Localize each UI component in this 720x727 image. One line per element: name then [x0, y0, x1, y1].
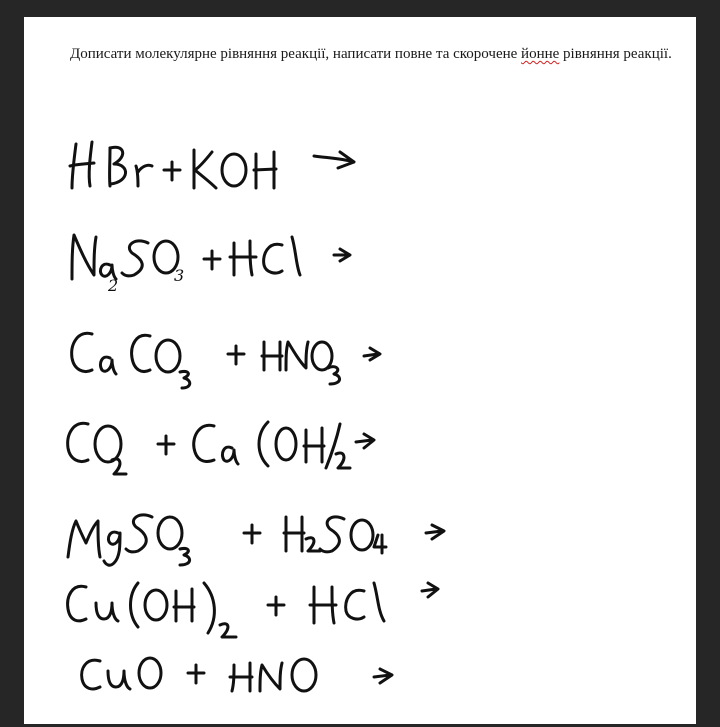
- equation-4: [24, 402, 696, 482]
- svg-text:2: 2: [108, 276, 119, 295]
- equation-6: [24, 567, 696, 647]
- equation-5: [24, 495, 696, 575]
- equation-2: [24, 215, 696, 295]
- spellcheck-flagged-word: йонне: [521, 46, 560, 62]
- document-page: [24, 17, 696, 724]
- equation-1: [24, 122, 696, 202]
- task-instruction: [70, 44, 690, 65]
- equation-3: [24, 312, 696, 392]
- instruction-text: Дописати молекулярне рівняння реакції, написати повне та скорочене: [70, 46, 522, 62]
- instruction-text-end: рівняння реакції.: [559, 46, 672, 62]
- svg-text:3: 3: [174, 266, 185, 285]
- equation-7: [24, 639, 696, 719]
